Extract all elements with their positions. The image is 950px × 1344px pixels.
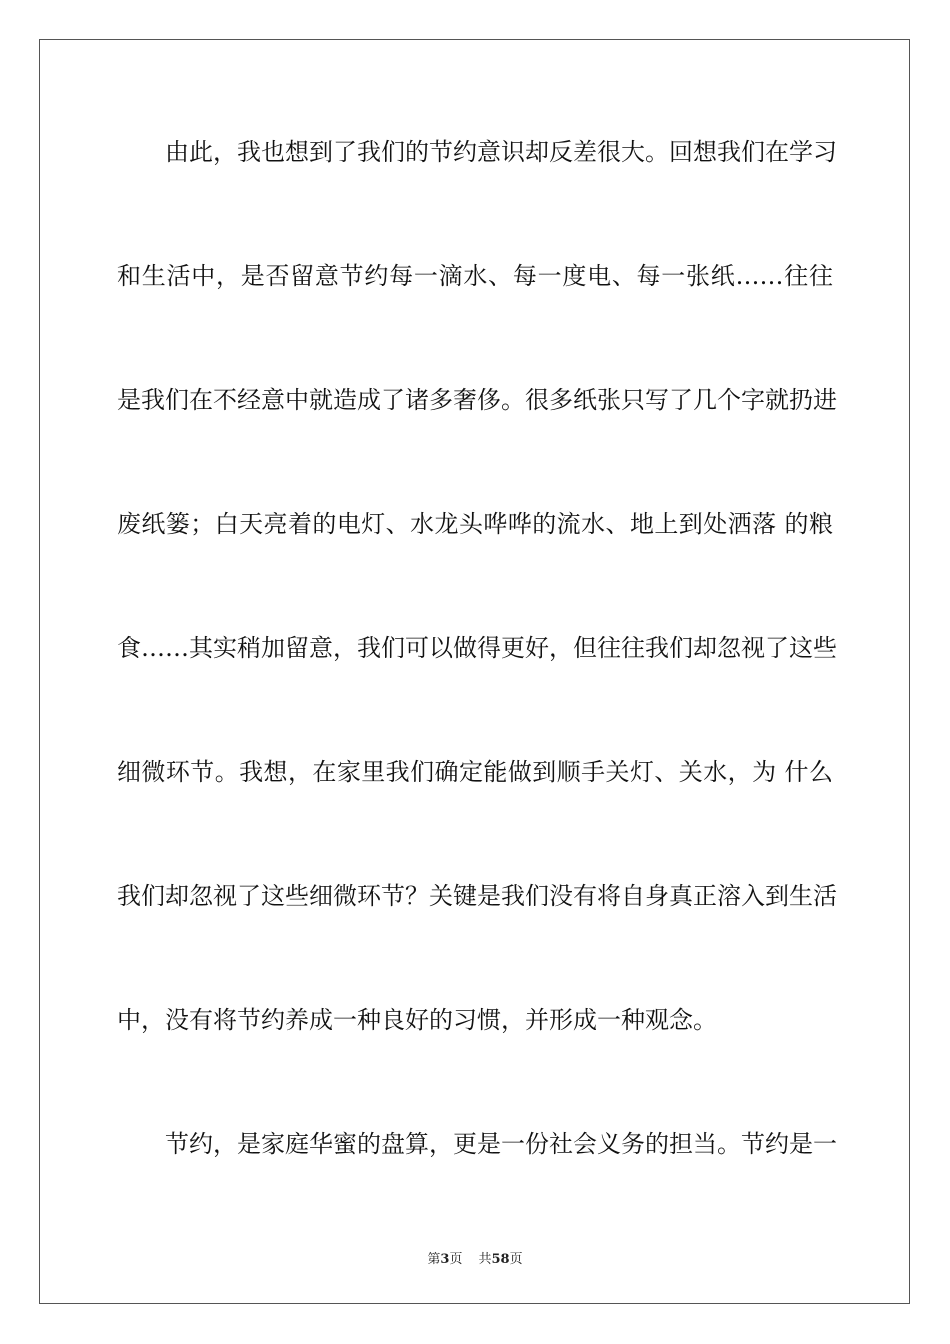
paragraph-1-line-1: 由此，我也想到了我们的节约意识却反差很大。回想我们在学习 (165, 138, 837, 166)
page-suffix: 页 (449, 1252, 463, 1267)
total-suffix: 页 (509, 1252, 523, 1267)
paragraph-1-line-7: 我们却忽视了这些细微环节？关键是我们没有将自身真正溶入到生活 (117, 882, 837, 910)
paragraph-2-line-1: 节约，是家庭华蜜的盘算，更是一份社会义务的担当。节约是一 (165, 1130, 837, 1158)
page-prefix: 第 (427, 1252, 441, 1267)
total-pages: 58 (491, 1252, 510, 1267)
paragraph-1-line-3: 是我们在不经意中就造成了诸多奢侈。很多纸张只写了几个字就扔进 (117, 386, 837, 414)
total-prefix: 共 (478, 1252, 492, 1267)
page-number: 3 (440, 1252, 450, 1267)
page-footer (0, 1248, 950, 1267)
paragraph-1-line-5: 食……其实稍加留意，我们可以做得更好，但往往我们却忽视了这些 (117, 634, 837, 662)
paragraph-1-line-6: 细微环节。我想，在家里我们确定能做到顺手关灯、关水，为 什么 (117, 758, 833, 786)
paragraph-1-line-8: 中，没有将节约养成一种良好的习惯，并形成一种观念。 (117, 1006, 717, 1034)
page-border (39, 39, 910, 1304)
paragraph-1-line-2: 和生活中，是否留意节约每一滴水、每一度电、每一张纸……往往 (117, 262, 833, 290)
paragraph-1-line-4: 废纸篓；白天亮着的电灯、水龙头哗哗的流水、地上到处洒落 的粮 (117, 510, 833, 538)
